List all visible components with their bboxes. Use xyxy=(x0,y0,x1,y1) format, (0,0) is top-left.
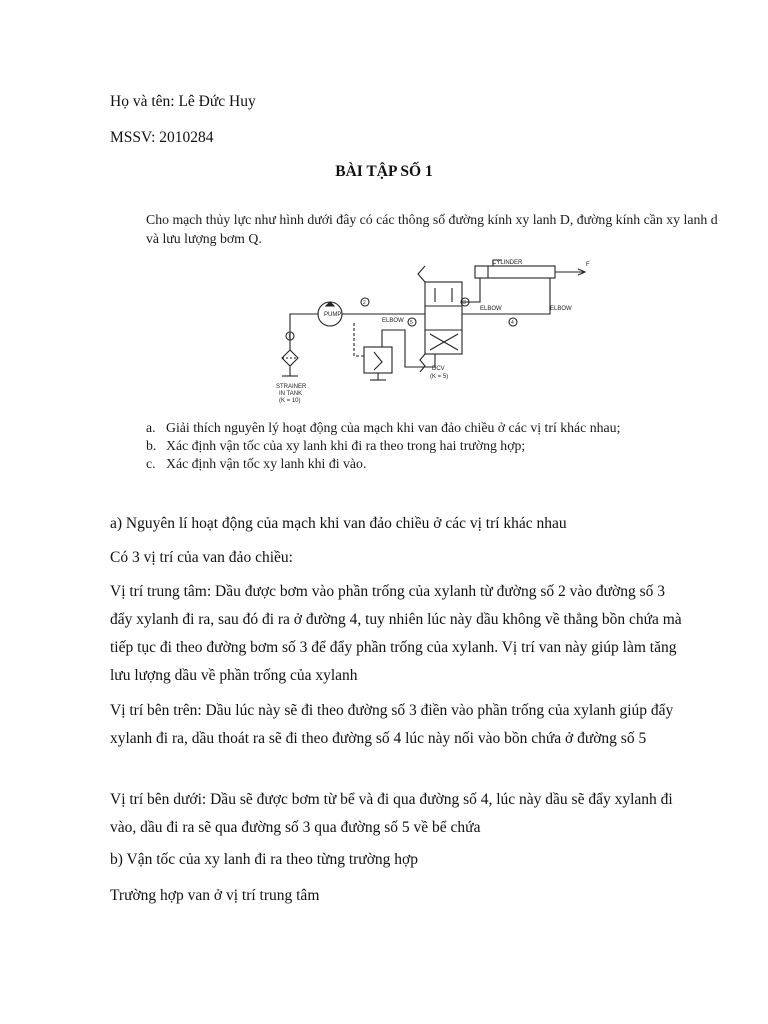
paragraph-center-position: Vị trí trung tâm: Dầu được bơm vào phần trống của xylanh từ đường số 2 vào đường số 3 đẩy xylanh đi ra, sau đó đi ra ở đường 4, tuy nhiên lúc này dầu không về thẳng bồn chứa mà tiếp tục đi theo đường bơm số 3 để đẩy phần trống của xylanh. Vị trí van này giúp làm tăng lưu lượng dầu về phần trống của xylanh xyxy=(110,583,682,684)
label-node-5: 5 xyxy=(410,320,413,326)
label-strainer-k: (K = 10) xyxy=(279,398,301,404)
label-node-1: 1 xyxy=(288,334,291,340)
label-force: F xyxy=(586,262,590,268)
problem-item xyxy=(146,420,620,436)
section-a-intro: Có 3 vị trí của van đảo chiều: xyxy=(110,549,293,566)
label-node-2: 2 xyxy=(363,300,366,306)
hydraulic-circuit-diagram xyxy=(270,252,590,414)
student-id: MSSV: 2010284 xyxy=(110,129,214,146)
item-marker: b. xyxy=(146,438,157,453)
label-node-3: 3 xyxy=(463,300,466,306)
line-5 xyxy=(382,330,435,367)
paragraph-upper-position: Vị trí bên trên: Dầu lúc này sẽ đi theo đường số 3 điền vào phần trống của xylanh giúp đẩy xylanh đi ra, dầu thoát ra sẽ đi theo đường số 4 lúc này nối vào bồn chứa ở đường số 5 xyxy=(110,702,674,747)
label-cylinder: CYLINDER xyxy=(492,260,523,266)
problem-statement: Cho mạch thủy lực như hình dưới đây có các thông số đường kính xy lanh D, đường kính cần xy lanh d và lưu lượng bơm Q. xyxy=(146,212,718,246)
cylinder-body xyxy=(475,266,555,278)
label-elbow-1: ELBOW xyxy=(382,318,404,324)
label-pump: PUMP xyxy=(324,312,342,318)
problem-item xyxy=(146,438,525,454)
label-dcv-k: (K = 5) xyxy=(430,374,449,380)
label-elbow-2: ELBOW xyxy=(480,306,502,312)
item-text: Giải thích nguyên lý hoạt động của mạch khi van đảo chiều ở các vị trí khác nhau; xyxy=(166,420,621,435)
relief-valve xyxy=(364,347,392,373)
item-marker: c. xyxy=(146,456,156,471)
label-elbow-3: ELBOW xyxy=(550,306,572,312)
label-dcv: DCV xyxy=(432,366,445,372)
label-strainer: STRAINER xyxy=(276,384,307,390)
line-4 xyxy=(462,278,550,314)
label-node-4: 4 xyxy=(511,320,514,326)
problem-item xyxy=(146,456,366,472)
section-b-case: Trường hợp van ở vị trí trung tâm xyxy=(110,887,320,904)
item-text: Xác định vận tốc của xy lanh khi đi ra theo trong hai trường hợp; xyxy=(166,438,526,453)
student-name: Họ và tên: Lê Đức Huy xyxy=(110,93,256,110)
paragraph-lower-position: Vị trí bên dưới: Dầu sẽ được bơm từ bể và đi qua đường số 4, lúc này dầu sẽ đẩy xylanh đi vào, dầu đi ra sẽ qua đường số 3 qua đường số 5 về bể chứa xyxy=(110,791,673,836)
label-strainer-tank: IN TANK xyxy=(279,391,303,397)
line-1 xyxy=(290,314,318,350)
section-b-heading: b) Vận tốc của xy lanh đi ra theo từng trường hợp xyxy=(110,851,418,868)
section-a-heading: a) Nguyên lí hoạt động của mạch khi van đảo chiều ở các vị trí khác nhau xyxy=(110,515,567,532)
item-text: Xác định vận tốc xy lanh khi đi vào. xyxy=(166,456,367,471)
dcv-valve xyxy=(425,282,462,354)
page-title: BÀI TẬP SỐ 1 xyxy=(335,163,433,180)
item-marker: a. xyxy=(146,420,156,435)
